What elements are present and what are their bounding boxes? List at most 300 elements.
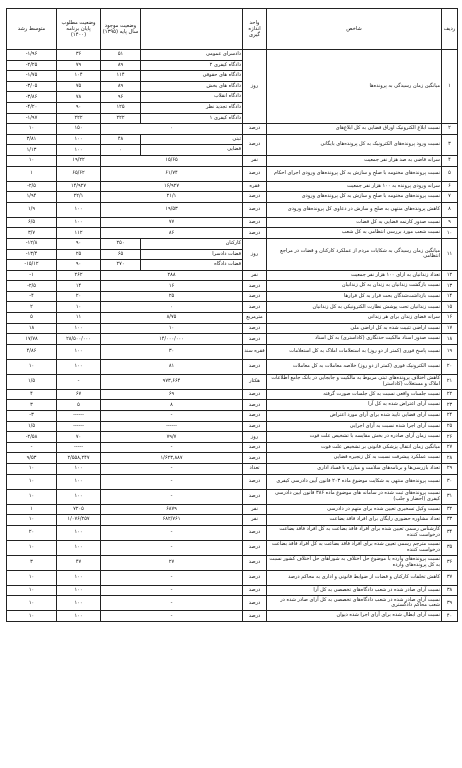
indicator-text: نسبت جلسات واقعی نسبت به کل جلسات صورت گرفته xyxy=(267,389,442,400)
indicator-text: نسبت مترجم رسمی تعیین شده برای افراد فاقد بضاعت به کل افراد فاقد بضاعت درخواست کننده xyxy=(267,540,442,555)
unit-cell: درصد xyxy=(243,202,267,217)
unit-cell: درصد xyxy=(243,291,267,302)
average-growth-cell: ۶/۵ xyxy=(7,217,57,228)
average-growth-cell: ۳/۷ xyxy=(7,228,57,239)
unit-cell: درصد xyxy=(243,474,267,489)
average-growth-cell: ۳ xyxy=(7,400,57,411)
unit-cell: درصد xyxy=(243,323,267,334)
average-growth-cell: ۴/۲۰- xyxy=(7,102,57,113)
subcategory-cell: دادگاه کیفری ۲ xyxy=(141,60,243,71)
indicator-text: نسبت اراضی تثبیت شده به کل اراضی ملی xyxy=(267,323,442,334)
target-value-cell: ۱۰۰ xyxy=(57,489,101,504)
average-growth-cell: ۱۰ xyxy=(7,464,57,475)
table-row xyxy=(7,464,458,475)
row-number: ۱۹ xyxy=(442,344,458,359)
unit-cell: درصد xyxy=(243,570,267,585)
unit-cell: درصد xyxy=(243,281,267,292)
indicator-text: سرانه فضای زندان برای هر زندانی xyxy=(267,313,442,324)
target-value-cell: ۷۸ xyxy=(57,92,101,103)
target-value-cell: ------ xyxy=(57,421,101,432)
unit-cell: درصد xyxy=(243,166,267,181)
unit-cell: درصد xyxy=(243,228,267,239)
row-number: ۲۴ xyxy=(442,411,458,422)
table-row xyxy=(7,238,458,249)
average-growth-cell: ۱۰ xyxy=(7,611,57,622)
unit-cell: نفر xyxy=(243,515,267,526)
target-value-cell: ۷۰ xyxy=(57,432,101,443)
base-value-cell: - xyxy=(101,570,243,585)
target-value-cell: ۱۰۰ xyxy=(57,134,101,145)
base-value-cell: - xyxy=(101,489,243,504)
table-row xyxy=(7,525,458,540)
row-number: ۲۲ xyxy=(442,389,458,400)
target-value-cell: ۱۰۰ xyxy=(57,525,101,540)
target-value-cell: ------ xyxy=(57,411,101,422)
unit-cell: فقره سند xyxy=(243,344,267,359)
row-number: ۴ xyxy=(442,155,458,166)
average-growth-cell: ۱ xyxy=(7,166,57,181)
table-row xyxy=(7,453,458,464)
header-unit: واحد اندازه گیری xyxy=(243,9,267,50)
average-growth-cell: ۲/۵- xyxy=(7,181,57,192)
indicator-text: نسبت آرای اجرا شده نسبت به آرای اجرایی xyxy=(267,421,442,432)
base-value-cell: ۹۶ xyxy=(101,92,141,103)
base-value-cell: ۴۸ xyxy=(101,134,141,145)
row-number: ۲۶ xyxy=(442,432,458,443)
unit-cell: مترمربع xyxy=(243,313,267,324)
base-value-cell: - xyxy=(101,464,243,475)
table-row xyxy=(7,421,458,432)
base-value-cell: ۶۸۲/۷۶۱ xyxy=(101,515,243,526)
row-number: ۹ xyxy=(442,217,458,228)
base-value-cell: ۲۵ xyxy=(101,291,243,302)
row-number: ۳۹ xyxy=(442,596,458,611)
target-value-cell: ۱۱ xyxy=(57,313,101,324)
row-number: ۱۲ xyxy=(442,270,458,281)
header-subcategory xyxy=(141,9,243,50)
target-value-cell: ۱۰۰ xyxy=(57,585,101,596)
indicator-text: نسبت شعب مورد بررسی انتظامی به کل شعب xyxy=(267,228,442,239)
table-row xyxy=(7,570,458,585)
indicator-text: تعداد مشاوره حضوری رایگان برای افراد فاقد بضاعت xyxy=(267,515,442,526)
target-value-cell: ۱۰۰ xyxy=(57,217,101,228)
indicator-text: نسبت بازگشت زندانیان به زندان به کل زندانیان xyxy=(267,281,442,292)
row-number: ۱ xyxy=(442,50,458,124)
subcategory-cell: قضات دادگاه xyxy=(141,260,243,271)
table-row xyxy=(7,555,458,570)
base-value-cell: ۶۸۷۹ xyxy=(101,504,243,515)
target-value-cell: ۱۰۰ xyxy=(57,359,101,374)
table-row xyxy=(7,432,458,443)
target-value-cell: ۷۵ xyxy=(57,81,101,92)
target-value-cell: ۲۲/۱ xyxy=(57,192,101,203)
subcategory-cell: کارکنان xyxy=(141,238,243,249)
base-value-cell: ۲۷۰ xyxy=(101,260,141,271)
indicator-text: نسبت الکترونیک فوری (کمتر از دو روز) خلاصه معاملات به کل معاملات xyxy=(267,359,442,374)
row-number: ۱۶ xyxy=(442,313,458,324)
average-growth-cell: ۹/۵۳ xyxy=(7,453,57,464)
indicator-text: نسبت آرای صادر شده در شعب دادگاه‌های تخصصی به کل آرای صادر شده در شعب محاکم دادگستری xyxy=(267,596,442,611)
base-value-cell: ۵۱ xyxy=(101,50,141,61)
target-value-cell: - xyxy=(57,374,101,389)
target-value-cell: ۱۴ xyxy=(57,281,101,292)
subcategory-cell: قضایی xyxy=(141,145,243,156)
target-value-cell: ۱۹/۲۲ xyxy=(57,155,101,166)
table-row xyxy=(7,334,458,345)
row-number: ۵ xyxy=(442,166,458,181)
table-row xyxy=(7,474,458,489)
target-value-cell: ۹۰ xyxy=(57,102,101,113)
row-number: ۱۴ xyxy=(442,291,458,302)
average-growth-cell: ۱۲/۸- xyxy=(7,238,57,249)
table-row xyxy=(7,374,458,389)
average-growth-cell: ۱۰ xyxy=(7,155,57,166)
table-row xyxy=(7,515,458,526)
average-growth-cell: ۱۰ xyxy=(7,515,57,526)
base-value-cell: ۱۶/۹۲۷ xyxy=(101,181,243,192)
target-value-cell: ۱/۰۷۶/۲۵۷ xyxy=(57,515,101,526)
header-average-growth: متوسط رشد xyxy=(7,9,57,50)
target-value-cell: ----- xyxy=(57,442,101,453)
base-value-cell: ۲۱/۱ xyxy=(101,192,243,203)
unit-cell: درصد xyxy=(243,124,267,135)
average-growth-cell: ۱/۹۷- xyxy=(7,113,57,124)
subcategory-cell: دادگاه های بخش xyxy=(141,81,243,92)
table-row xyxy=(7,540,458,555)
indicator-text: نسبت عملکرد پیشرفت نسبت به کل زنجیره قضایی xyxy=(267,453,442,464)
row-number: ۲۳ xyxy=(442,400,458,411)
unit-cell: فقره xyxy=(243,181,267,192)
table-row xyxy=(7,228,458,239)
target-value-cell: ۹۰ xyxy=(57,238,101,249)
indicator-text: نسبت ابلاغ الکترونیک اوراق قضایی به کل ابلاغ‌های xyxy=(267,124,442,135)
base-value-cell: - xyxy=(101,411,243,422)
indicator-text: کاهش اختلاف پرونده‌های ثبتی مربوط به مالکیت و جابجایی در بانک جامع اطلاعات املاک و مستغلات (کاداستر) xyxy=(267,374,442,389)
indicator-text: نسبت صدور کارنمه قضایی به کل قضات xyxy=(267,217,442,228)
average-growth-cell: ۱۳/۴- xyxy=(7,249,57,260)
average-growth-cell: ۱۰ xyxy=(7,596,57,611)
indicator-text: کارشناس رسمی تعیین شده برای افراد فاقد بضاعت به کل افراد فاقد بضاعت درخواست کننده xyxy=(267,525,442,540)
unit-cell: درصد xyxy=(243,334,267,345)
target-value-cell: ۱۴/۹۲۷ xyxy=(57,181,101,192)
average-growth-cell: ۱۸ xyxy=(7,323,57,334)
target-value-cell: ۹۰ xyxy=(57,260,101,271)
subcategory-cell: دادگاه انقلاب xyxy=(141,92,243,103)
base-value-cell: ۱۵/۶۵ xyxy=(101,155,243,166)
row-number: ۱۳ xyxy=(442,281,458,292)
average-growth-cell: ۱/۵ xyxy=(7,374,57,389)
target-value-cell: ۵ xyxy=(57,400,101,411)
target-value-cell: ۶۵/۶۲ xyxy=(57,166,101,181)
header-indicator: شاخص xyxy=(267,9,442,50)
row-number: ۲۸ xyxy=(442,453,458,464)
base-value-cell: ۷۹/۷ xyxy=(101,432,243,443)
unit-cell: درصد xyxy=(243,611,267,622)
average-growth-cell: ۱۰ xyxy=(7,124,57,135)
table-row xyxy=(7,202,458,217)
target-value-cell: ۱۰۰ xyxy=(57,323,101,334)
unit-cell: درصد xyxy=(243,442,267,453)
target-value-cell: ۱۰۰ xyxy=(57,145,101,156)
base-value-cell: ۱۴/۰۰۰/۰۰۰ xyxy=(101,334,243,345)
average-growth-cell: ۱۰ xyxy=(7,570,57,585)
average-growth-cell: ۴ xyxy=(7,389,57,400)
base-value-cell: ۳۰ xyxy=(101,344,243,359)
row-number: ۱۰ xyxy=(442,228,458,239)
target-value-cell: ۱۵۰ xyxy=(57,124,101,135)
base-value-cell: - xyxy=(101,611,243,622)
table-row xyxy=(7,359,458,374)
table-body xyxy=(7,50,458,622)
table-row xyxy=(7,270,458,281)
base-value-cell: - xyxy=(101,442,243,453)
target-value-cell: ۲۸/۵۰۰/۰۰۰ xyxy=(57,334,101,345)
subcategory-cell: دادگاه های حقوقی xyxy=(141,71,243,82)
average-growth-cell: ۱۷/۷۸ xyxy=(7,334,57,345)
indicator-text: نسبت آرای قضایی تایید شده برای آرای مورد اعتراض xyxy=(267,411,442,422)
target-value-cell: ۶۷ xyxy=(57,389,101,400)
base-value-cell: ۰ xyxy=(101,145,141,156)
target-value-cell: ۱۰ xyxy=(57,302,101,313)
indicator-text: نسبت زندانیان تحت پوشش نظارت الکترونیکی به کل زندانیان xyxy=(267,302,442,313)
header-target: وضعیت مطلوب پایان برنامه (۱۴۰۰) xyxy=(57,9,101,50)
unit-cell: روز xyxy=(243,50,267,124)
base-value-cell: ۱۱۴ xyxy=(101,71,141,82)
unit-cell: نفر xyxy=(243,504,267,515)
target-value-cell: ۷۹ xyxy=(57,60,101,71)
table-row xyxy=(7,291,458,302)
table-row xyxy=(7,344,458,359)
row-number: ۲۵ xyxy=(442,421,458,432)
indicator-text: نسبت پرونده‌های مختومه با صلح و سازش به کل پرونده‌های ورودی اجرای احکام xyxy=(267,166,442,181)
indicator-text: نسبت پرونده‌های وارده با موضوع حل اختلاف به شوراهای حل اختلاف کشور نسبت به کل پرونده‌های وارده xyxy=(267,555,442,570)
base-value-cell: - xyxy=(101,585,243,596)
average-growth-cell: ۲/۲۵- xyxy=(7,60,57,71)
average-growth-cell: ۱/۷۵- xyxy=(7,71,57,82)
row-number: ۳ xyxy=(442,134,458,155)
indicator-text: میانگین زمان انتقال پزشکی قانونی بر تشخیص علت فوت xyxy=(267,442,442,453)
base-value-cell: ۲۵۰ xyxy=(101,238,141,249)
unit-cell: درصد xyxy=(243,302,267,313)
unit-cell: درصد xyxy=(243,540,267,555)
average-growth-cell: ۱/۹۶- xyxy=(7,50,57,61)
table-row xyxy=(7,611,458,622)
unit-cell: درصد xyxy=(243,389,267,400)
target-value-cell: ۱۰۰ xyxy=(57,570,101,585)
table-row xyxy=(7,166,458,181)
target-value-cell: ۲۶۲ xyxy=(57,270,101,281)
base-value-cell: ۶۱/۷۴ xyxy=(101,166,243,181)
table-row xyxy=(7,155,458,166)
unit-cell: درصد xyxy=(243,192,267,203)
table-row xyxy=(7,50,458,61)
indicator-text: نسبت پاسخ فوری (کمتر از دو روز) به استعلامات املاک به کل استعلامات xyxy=(267,344,442,359)
unit-cell: درصد xyxy=(243,134,267,155)
base-value-cell: ۰ xyxy=(101,302,243,313)
subcategory-cell: دادسرای عمومی xyxy=(141,50,243,61)
target-value-cell: ۱۰۰ xyxy=(57,596,101,611)
row-number: ۷ xyxy=(442,192,458,203)
target-value-cell: ۳۶ xyxy=(57,50,101,61)
target-value-cell: ۱۰۰ xyxy=(57,344,101,359)
target-value-cell: ۴۷ xyxy=(57,555,101,570)
average-growth-cell: ۱/۹ xyxy=(7,202,57,217)
indicator-text: نسبت آرای صادر شده در شعب دادگاه‌های تخصصی به کل آرا xyxy=(267,585,442,596)
indicator-text: تعداد زندانیان به ازای ۱۰۰ هزار نفر جمعیت xyxy=(267,270,442,281)
table-row xyxy=(7,124,458,135)
target-value-cell: ۲۲۲ xyxy=(57,113,101,124)
indicator-text: نسبت پرونده‌های منتهی به شکایت موضوع ماده ۲۰۳ قانون آیین دادرسی کیفری xyxy=(267,474,442,489)
base-value-cell: ۱۶ xyxy=(101,281,243,292)
target-value-cell: ۲۰ xyxy=(57,291,101,302)
average-growth-cell: ۳/۸۱ xyxy=(7,134,57,145)
row-number: ۳۱ xyxy=(442,489,458,504)
base-value-cell: ۹۷۳,۶۶۴ xyxy=(101,374,243,389)
base-value-cell: ۱/۶۲۳,۸۸۷ xyxy=(101,453,243,464)
average-growth-cell: ۲/۵۸- xyxy=(7,432,57,443)
average-growth-cell: ۱۰ xyxy=(7,489,57,504)
base-value-cell: ------ xyxy=(101,421,243,432)
indicator-text: میانگین زمان رسیدگی به شکایات مردم از عملکرد کارکنان و قضات در مراجع انتظامی xyxy=(267,238,442,270)
table-row xyxy=(7,389,458,400)
table-row xyxy=(7,400,458,411)
target-value-cell: ۲۵ xyxy=(57,249,101,260)
indicator-text: تعداد بازرسی‌ها و برنامه‌های سلامت و مبارزه با فساد اداری xyxy=(267,464,442,475)
unit-cell: تعداد xyxy=(243,464,267,475)
unit-cell: درصد xyxy=(243,217,267,228)
row-number: ۳۸ xyxy=(442,585,458,596)
table-row xyxy=(7,302,458,313)
indicator-text: سرانه قاضی به صد هزار نفر جمعیت xyxy=(267,155,442,166)
indicator-text: کاهش تخلفات کارکنان و قضات از ضوابط قانونی و اداری به محاکم درصد xyxy=(267,570,442,585)
base-value-cell: ۰ xyxy=(101,124,243,135)
average-growth-cell: ۱/۵ xyxy=(7,421,57,432)
indicator-text: نسبت پرونده‌های ثبت شده در سامانه های موضوع ماده ۳۸۶ قانون آیین دادرسی کیفری (احضار و جلب) xyxy=(267,489,442,504)
average-growth-cell: ۲/۵- xyxy=(7,281,57,292)
base-value-cell: ۸ xyxy=(101,400,243,411)
row-number: ۳۲ xyxy=(442,504,458,515)
indicator-text: نسبت وکیل تسخیری تعیین شده برای متهم در دادرسی xyxy=(267,504,442,515)
row-number: ۲۹ xyxy=(442,464,458,475)
average-growth-cell: ۴/۸۶ xyxy=(7,344,57,359)
average-growth-cell: ۱۰ xyxy=(7,585,57,596)
target-value-cell: ۷۲۰۵ xyxy=(57,504,101,515)
subcategory-cell: دادگاه کیفری ۱ xyxy=(141,113,243,124)
base-value-cell: ۲۸۸ xyxy=(101,270,243,281)
table-row xyxy=(7,442,458,453)
indicator-text: نسبت ورود پرونده‌های الکترونیک به کل پرونده‌های بایگانی xyxy=(267,134,442,155)
average-growth-cell: ۱۰ xyxy=(7,540,57,555)
unit-cell: درصد xyxy=(243,489,267,504)
table-row xyxy=(7,313,458,324)
base-value-cell: ۲۲۲ xyxy=(101,113,141,124)
table-row xyxy=(7,489,458,504)
unit-cell: روز xyxy=(243,432,267,443)
row-number: ۳۰ xyxy=(442,474,458,489)
base-value-cell: ۶۹ xyxy=(101,389,243,400)
subcategory-cell: قضات دادسرا xyxy=(141,249,243,260)
unit-cell: نفر xyxy=(243,155,267,166)
base-value-cell: ۱۹/۵۳ xyxy=(101,202,243,217)
row-number: ۱۵ xyxy=(442,302,458,313)
header-base-year: وضعیت موجود سال پایه (۱۳۹۵) xyxy=(101,9,141,50)
unit-cell: درصد xyxy=(243,555,267,570)
average-growth-cell: ۴- xyxy=(7,291,57,302)
target-value-cell: ۱۱۲ xyxy=(57,228,101,239)
target-value-cell: ۱۰۰ xyxy=(57,202,101,217)
indicator-text: نسبت آرای اعتراض شده به کل آرا xyxy=(267,400,442,411)
table-row xyxy=(7,504,458,515)
average-growth-cell: ۵ xyxy=(7,313,57,324)
average-growth-cell: ۱۰ xyxy=(7,359,57,374)
base-value-cell: ۱۰ xyxy=(101,323,243,334)
unit-cell: هکتار xyxy=(243,374,267,389)
base-value-cell: - xyxy=(101,540,243,555)
unit-cell: درصد xyxy=(243,453,267,464)
indicator-text: نسبت آرای ابطال شده برای آرای اجرا شده دیوان xyxy=(267,611,442,622)
subcategory-cell: ثبتی xyxy=(141,134,243,145)
row-number: ۲ xyxy=(442,124,458,135)
target-value-cell: ۱۰۰ xyxy=(57,464,101,475)
unit-cell: درصد xyxy=(243,585,267,596)
average-growth-cell: ۱/۱۳ xyxy=(7,145,57,156)
header-row-number: ردیف xyxy=(442,9,458,50)
indicator-text: میانگین زمان رسیدگی به پرونده‌ها xyxy=(267,50,442,124)
table-row xyxy=(7,585,458,596)
base-value-cell: ۲۷ xyxy=(101,555,243,570)
base-value-cell: ۸۹ xyxy=(101,81,141,92)
average-growth-cell: ۱۰ xyxy=(7,474,57,489)
base-value-cell: - xyxy=(101,596,243,611)
row-number: ۲۰ xyxy=(442,359,458,374)
unit-cell: درصد xyxy=(243,525,267,540)
indicator-text: نسبت پرونده‌های مختومه با صلح و سازش به کل پرونده‌های ورودی xyxy=(267,192,442,203)
average-growth-cell: - xyxy=(7,442,57,453)
table-header-row xyxy=(7,9,458,50)
base-value-cell: ۱۲۵ xyxy=(101,102,141,113)
unit-cell: درصد xyxy=(243,596,267,611)
table-row xyxy=(7,411,458,422)
base-value-cell: ۸۶ xyxy=(101,228,243,239)
table-row xyxy=(7,134,458,145)
base-value-cell: ۶۵ xyxy=(101,249,141,260)
row-number: ۳۶ xyxy=(442,555,458,570)
row-number: ۶ xyxy=(442,181,458,192)
indicator-text: نسبت زمان آرای صادره در بخش مقایسه با تشخیص علت فوت xyxy=(267,432,442,443)
base-value-cell: ۸۱ xyxy=(101,359,243,374)
unit-cell: روز xyxy=(243,238,267,270)
indicator-text: نسبت صدور اسناد مالکیت حدنگاری (کاداستری) به کل اسناد xyxy=(267,334,442,345)
indicator-text: نسبت بازداشت‌شدگان بحت قرار به کل قرارها xyxy=(267,291,442,302)
base-value-cell: ۸/۷۵ xyxy=(101,313,243,324)
row-number: ۳۷ xyxy=(442,570,458,585)
table-row xyxy=(7,281,458,292)
average-growth-cell: ۳/۰۵- xyxy=(7,81,57,92)
average-growth-cell: ۳/۸۶- xyxy=(7,92,57,103)
table-row xyxy=(7,323,458,334)
target-value-cell: ۲/۵۵۸,۲۴۷ xyxy=(57,453,101,464)
average-growth-cell: ۱/۹۴ xyxy=(7,192,57,203)
table-row xyxy=(7,596,458,611)
row-number: ۱۷ xyxy=(442,323,458,334)
average-growth-cell: ۱۵/۱۲- xyxy=(7,260,57,271)
row-number: ۳۴ xyxy=(442,525,458,540)
unit-cell: نفر xyxy=(243,270,267,281)
table-row xyxy=(7,217,458,228)
row-number: ۲۱ xyxy=(442,374,458,389)
base-value-cell: ۷۷ xyxy=(101,217,243,228)
row-number: ۱۸ xyxy=(442,334,458,345)
